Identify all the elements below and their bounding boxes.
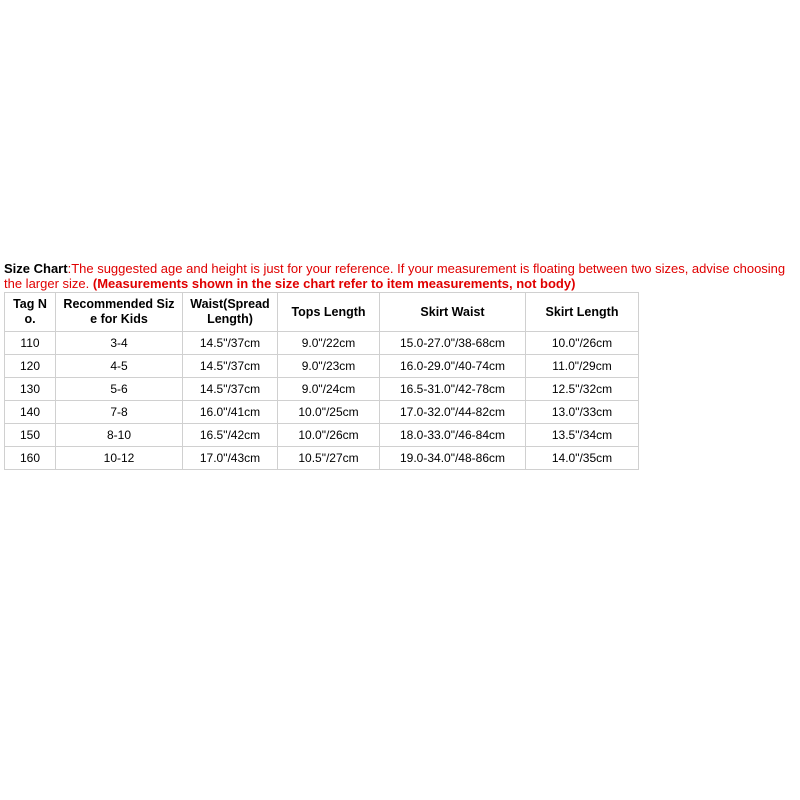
size-table	[4, 292, 639, 470]
cell-waist: 16.0"/41cm	[183, 401, 278, 424]
header-skirt-length: Skirt Length	[526, 293, 639, 332]
size-chart-note	[4, 261, 796, 291]
cell-tops-length: 10.0"/25cm	[278, 401, 380, 424]
cell-tops-length: 9.0"/24cm	[278, 378, 380, 401]
table-row	[5, 355, 639, 378]
cell-waist: 14.5"/37cm	[183, 332, 278, 355]
cell-skirt-length: 13.5"/34cm	[526, 424, 639, 447]
table-row	[5, 401, 639, 424]
size-chart-emphasis: (Measurements shown in the size chart refer to item measurements, not body)	[92, 276, 576, 291]
cell-recommended-size: 8-10	[56, 424, 183, 447]
header-tops-length: Tops Length	[278, 293, 380, 332]
cell-tops-length: 10.5"/27cm	[278, 447, 380, 470]
cell-skirt-length: 13.0"/33cm	[526, 401, 639, 424]
cell-skirt-waist: 15.0-27.0"/38-68cm	[380, 332, 526, 355]
table-body	[5, 332, 639, 470]
header-skirt-waist: Skirt Waist	[380, 293, 526, 332]
table-row	[5, 332, 639, 355]
table-row	[5, 424, 639, 447]
cell-skirt-waist: 16.0-29.0"/40-74cm	[380, 355, 526, 378]
cell-tag-no: 140	[5, 401, 56, 424]
cell-tag-no: 110	[5, 332, 56, 355]
header-recommended-size: Recommended Siz e for Kids	[56, 293, 183, 332]
cell-recommended-size: 5-6	[56, 378, 183, 401]
cell-tops-length: 10.0"/26cm	[278, 424, 380, 447]
header-waist: Waist(Spread Length)	[183, 293, 278, 332]
cell-waist: 16.5"/42cm	[183, 424, 278, 447]
cell-skirt-length: 11.0"/29cm	[526, 355, 639, 378]
cell-skirt-waist: 18.0-33.0"/46-84cm	[380, 424, 526, 447]
cell-tag-no: 150	[5, 424, 56, 447]
cell-waist: 14.5"/37cm	[183, 355, 278, 378]
size-chart-description: :The suggested age and height is just for your reference. If your measurement is floating between two sizes, advise choosing the larger size.	[4, 261, 786, 291]
cell-tag-no: 120	[5, 355, 56, 378]
cell-recommended-size: 3-4	[56, 332, 183, 355]
cell-recommended-size: 4-5	[56, 355, 183, 378]
header-tag-no: Tag N o.	[5, 293, 56, 332]
cell-tag-no: 130	[5, 378, 56, 401]
cell-tops-length: 9.0"/23cm	[278, 355, 380, 378]
cell-recommended-size: 7-8	[56, 401, 183, 424]
cell-skirt-waist: 19.0-34.0"/48-86cm	[380, 447, 526, 470]
cell-skirt-length: 10.0"/26cm	[526, 332, 639, 355]
cell-waist: 14.5"/37cm	[183, 378, 278, 401]
cell-tops-length: 9.0"/22cm	[278, 332, 380, 355]
cell-skirt-waist: 17.0-32.0"/44-82cm	[380, 401, 526, 424]
cell-skirt-length: 12.5"/32cm	[526, 378, 639, 401]
cell-tag-no: 160	[5, 447, 56, 470]
cell-skirt-length: 14.0"/35cm	[526, 447, 639, 470]
table-row	[5, 447, 639, 470]
table-row	[5, 378, 639, 401]
cell-recommended-size: 10-12	[56, 447, 183, 470]
cell-skirt-waist: 16.5-31.0"/42-78cm	[380, 378, 526, 401]
size-chart-label: Size Chart	[4, 261, 68, 276]
cell-waist: 17.0"/43cm	[183, 447, 278, 470]
table-header-row	[5, 293, 639, 332]
